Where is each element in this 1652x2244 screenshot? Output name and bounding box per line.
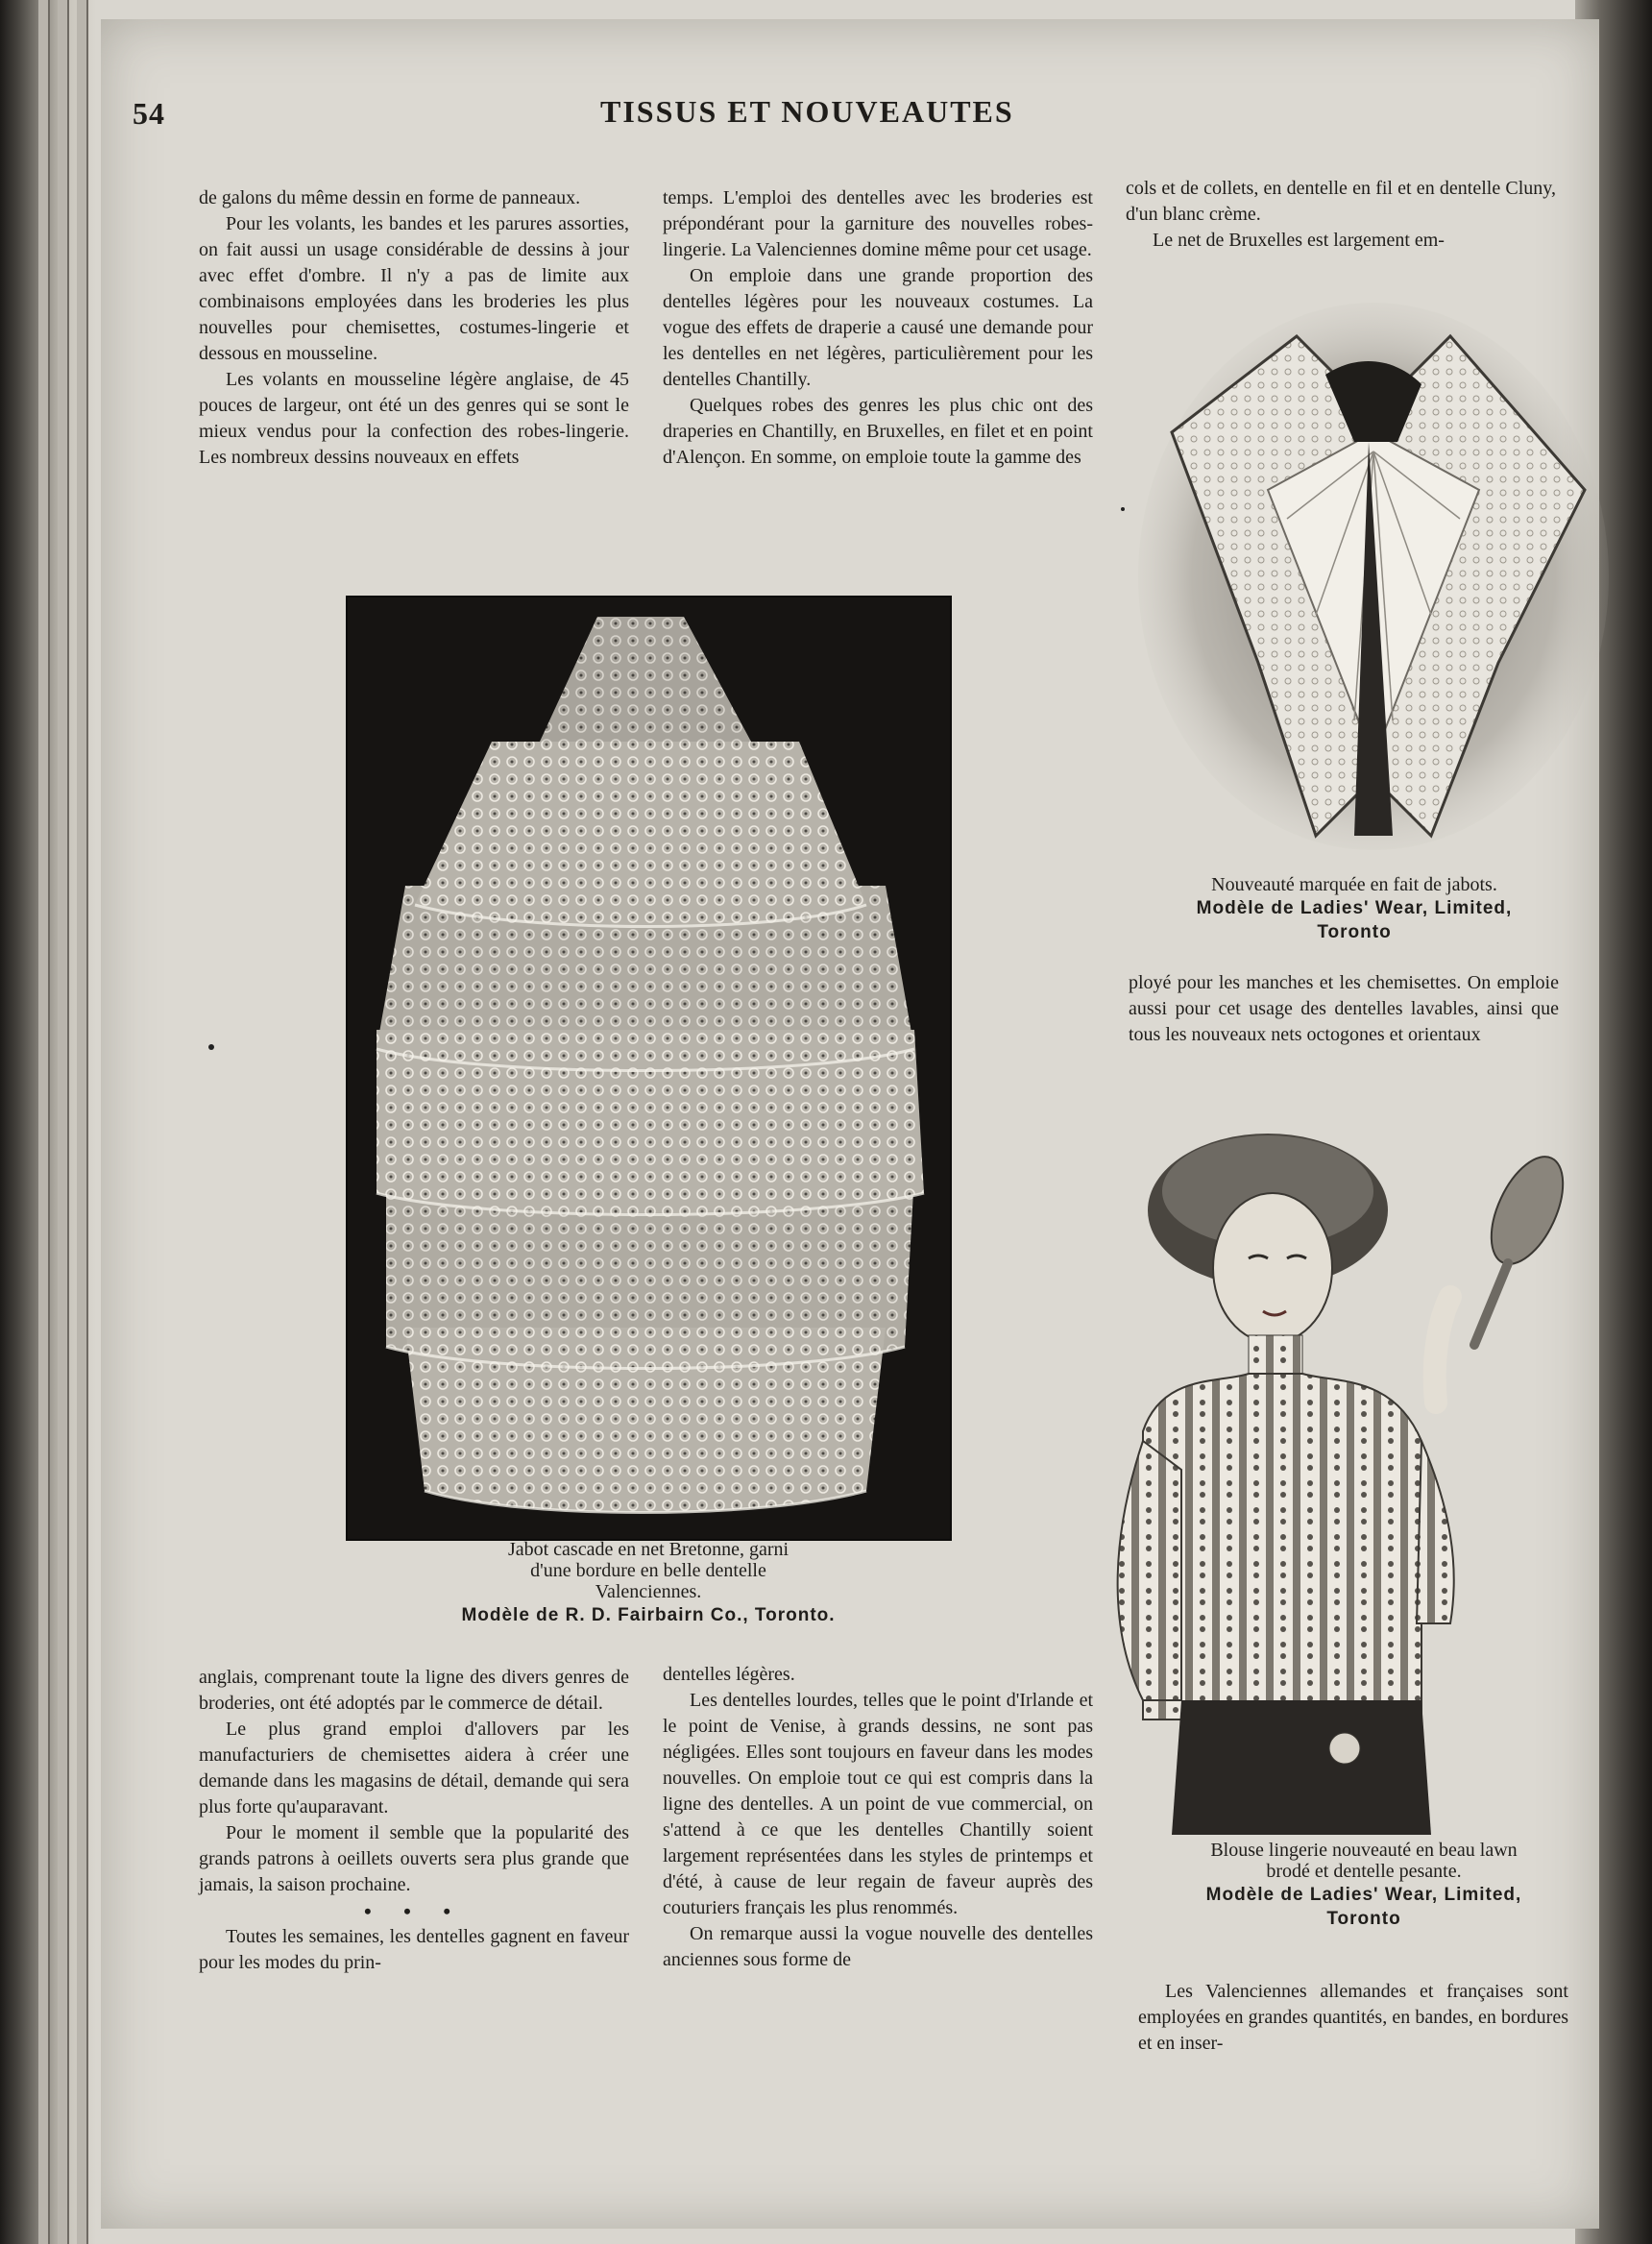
- page-edge: [38, 0, 50, 2244]
- paragraph: On remarque aussi la vogue nouvelle des dentelles anciennes sous forme de: [663, 1923, 1093, 1970]
- paragraph: Le plus grand emploi d'allovers par les manufacturiers de chemisettes aidera à créer une demande dans les magasins de détail, demande qui sera plus forte qu'auparavant.: [199, 1719, 629, 1817]
- column-1-top: [199, 185, 629, 471]
- caption-credit: Modèle de R. D. Fairbairn Co., Toronto.: [461, 1605, 836, 1625]
- paragraph: Le net de Bruxelles est largement em-: [1153, 230, 1445, 251]
- column-1-bottom: [199, 1665, 629, 1976]
- blouse-caption: [1133, 1840, 1594, 1930]
- paragraph: de galons du même dessin en forme de panneaux.: [199, 187, 581, 208]
- column-2-top: [663, 185, 1093, 471]
- caption-credit: Toronto: [1326, 1909, 1401, 1929]
- scan-speck: [1121, 507, 1125, 511]
- paragraph: Toutes les semaines, les dentelles gagnent en faveur pour les modes du prin-: [199, 1926, 629, 1973]
- paragraph: anglais, comprenant toute la ligne des divers genres de broderies, ont été adoptés par le commerce de détail.: [199, 1667, 629, 1714]
- column-3-bottom: [1138, 1979, 1568, 2057]
- caption-credit: Modèle de Ladies' Wear, Limited,: [1205, 1885, 1522, 1905]
- paragraph: temps. L'emploi des dentelles avec les broderies est prépondérant pour la garniture des nouvelles robes-lingerie. La Valenciennes domine même pour cet usage.: [663, 187, 1093, 260]
- caption-credit: Modèle de Ladies' Wear, Limited,: [1196, 898, 1513, 918]
- caption-text: brodé et dentelle pesante.: [1266, 1861, 1462, 1882]
- paragraph: cols et de collets, en dentelle en fil et en dentelle Cluny, d'un blanc crème.: [1126, 178, 1556, 225]
- jabot-caption: [1105, 874, 1604, 943]
- page-edge: [77, 0, 88, 2244]
- section-break: • • •: [363, 1899, 465, 1923]
- paragraph: On emploie dans une grande proportion des dentelles légères pour les nouveaux costumes. La vogue des effets de draperie a causé une demande pour les dentelles en net légères, particulièrement pour les dentelles Chantilly.: [663, 265, 1093, 390]
- column-2-bottom: [663, 1662, 1093, 1973]
- paragraph: Pour le moment il semble que la popularité des grands patrons à oeillets ouverts sera plus grande que jamais, la saison prochaine.: [199, 1822, 629, 1895]
- caption-text: Nouveauté marquée en fait de jabots.: [1211, 874, 1497, 895]
- cascade-caption: [375, 1539, 922, 1626]
- running-head: TISSUS ET NOUVEAUTES: [600, 94, 1014, 129]
- blouse-illustration: [1105, 1124, 1585, 1835]
- paragraph: Les volants en mousseline légère anglaise, de 45 pouces de largeur, ont été un des genres qui se sont le mieux vendus pour la confection des robes-lingerie. Les nombreux dessins nouveaux en effets: [199, 369, 629, 468]
- page-number: 54: [133, 96, 165, 131]
- column-3-top: [1126, 176, 1556, 254]
- paragraph: Les Valenciennes allemandes et françaises sont employées en grandes quantités, en bandes, en bordures et en inser-: [1138, 1981, 1568, 2054]
- caption-text: Valenciennes.: [595, 1581, 702, 1602]
- paragraph: Les dentelles lourdes, telles que le point d'Irlande et le point de Venise, à grands dessins, ne sont pas négligées. Elles sont toujours en faveur dans les modes nouvelles. On emploie tout ce qui est compris dans la ligne des dentelles. A un point de vue commercial, on s'attend à ce que les dentelles Chantilly soient largement représentées dans les styles de printemps et d'été, à cause de leur regain de faveur auprès des couturiers français les plus renommés.: [663, 1690, 1093, 1918]
- paragraph: dentelles légères.: [663, 1664, 795, 1685]
- caption-credit: Toronto: [1317, 922, 1392, 942]
- paragraph: Pour les volants, les bandes et les parures assorties, on fait aussi un usage considérable de dessins à jour avec effet d'ombre. Il n'y a pas de limite aux combinaisons employées dans les broderies les plus nouvelles pour chemisettes, costumes-lingerie et dessous en mousseline.: [199, 213, 629, 364]
- caption-text: Blouse lingerie nouveauté en beau lawn: [1210, 1840, 1518, 1861]
- page-edge: [58, 0, 69, 2244]
- column-3-middle: [1129, 970, 1559, 1048]
- paragraph: Quelques robes des genres les plus chic ont des draperies en Chantilly, en Bruxelles, en filet et en point d'Alençon. En somme, on emploie toute la gamme des: [663, 395, 1093, 468]
- caption-text: Jabot cascade en net Bretonne, garni: [507, 1539, 790, 1560]
- paragraph: ployé pour les manches et les chemisettes. On emploie aussi pour cet usage des dentelles lavables, ainsi que tous les nouveaux nets octogones et orientaux: [1129, 972, 1559, 1045]
- caption-text: d'une bordure en belle dentelle: [530, 1560, 766, 1581]
- scan-speck: [208, 1044, 214, 1050]
- jabot-illustration: [1133, 298, 1614, 865]
- cascade-jabot-photo: [346, 596, 952, 1541]
